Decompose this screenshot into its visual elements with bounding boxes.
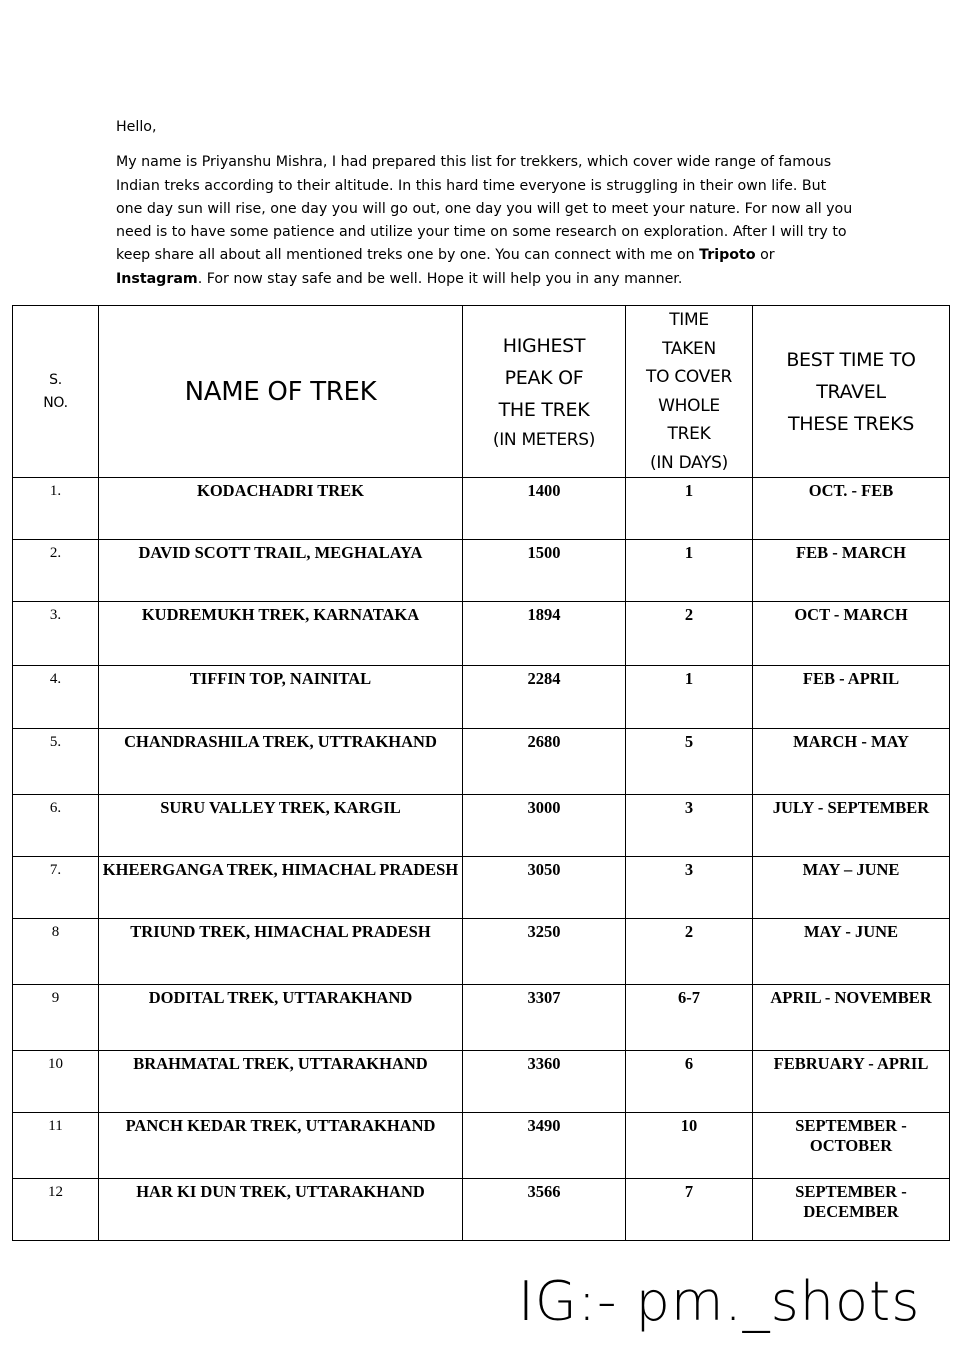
- table-row: [13, 666, 950, 729]
- cell-peak: 3490: [463, 1113, 626, 1179]
- cell-sno: 10: [13, 1051, 99, 1113]
- header-time: [626, 306, 753, 478]
- header-row: [13, 306, 950, 478]
- header-peak-unit: (IN METERS): [492, 429, 596, 450]
- cell-sno: 9: [13, 985, 99, 1051]
- cell-best-time: FEBRUARY - APRIL: [753, 1051, 950, 1113]
- cell-trek-name: KODACHADRI TREK: [99, 478, 463, 540]
- cell-peak: 1894: [463, 602, 626, 666]
- instagram-watermark: IG:- pm._shots: [518, 1270, 921, 1333]
- header-time-line2: TAKEN: [662, 338, 716, 359]
- header-peak-line1: HIGHEST: [502, 334, 586, 357]
- intro-end: . For now stay safe and be well. Hope it will help you in any manner.: [197, 270, 683, 287]
- cell-trek-name: DODITAL TREK, UTTARAKHAND: [99, 985, 463, 1051]
- header-time-line1: TIME: [669, 310, 709, 330]
- table-row: [13, 602, 950, 666]
- cell-best-time: FEB - APRIL: [753, 666, 950, 729]
- cell-peak: 3250: [463, 919, 626, 985]
- intro-paragraph: [116, 151, 856, 291]
- header-time-unit: (IN DAYS): [650, 452, 728, 473]
- cell-peak: 3566: [463, 1179, 626, 1241]
- cell-best-time: SEPTEMBER - OCTOBER: [753, 1113, 950, 1179]
- cell-days: 6: [626, 1051, 753, 1113]
- cell-sno: 6.: [13, 795, 99, 857]
- cell-peak: 3050: [463, 857, 626, 919]
- table-row: [13, 478, 950, 540]
- table-row: [13, 1179, 950, 1241]
- tripoto-mention: Tripoto: [699, 247, 756, 264]
- cell-sno: 7.: [13, 857, 99, 919]
- cell-days: 2: [626, 919, 753, 985]
- greeting: Hello,: [116, 119, 157, 135]
- cell-peak: 3360: [463, 1051, 626, 1113]
- intro-body: My name is Priyanshu Mishra, I had prepared this list for trekkers, which cover wide range of famous Indian treks according to their altitude. In this hard time everyone is struggling in their own life. But one day sun will rise, one day you will go out, one day you will get to meet your nature. For now all you need is to have some patience and utilize your time on some research on exploration. After I will try to keep share all about all mentioned treks one by one. You can connect with me on: [116, 154, 853, 264]
- cell-trek-name: BRAHMATAL TREK, UTTARAKHAND: [99, 1051, 463, 1113]
- cell-sno: 8: [13, 919, 99, 985]
- header-best-line3: THESE TREKS: [787, 412, 915, 435]
- header-peak-line3: THE TREK: [498, 398, 590, 421]
- cell-sno: 11: [13, 1113, 99, 1179]
- header-sno-line1: S.: [49, 371, 62, 388]
- cell-sno: 4.: [13, 666, 99, 729]
- cell-days: 1: [626, 478, 753, 540]
- table-row: [13, 919, 950, 985]
- header-best-line2: TRAVEL: [816, 380, 886, 403]
- cell-trek-name: TIFFIN TOP, NAINITAL: [99, 666, 463, 729]
- cell-best-time: OCT. - FEB: [753, 478, 950, 540]
- cell-trek-name: CHANDRASHILA TREK, UTTRAKHAND: [99, 729, 463, 795]
- header-time-line3: TO COVER: [646, 367, 732, 387]
- cell-days: 1: [626, 540, 753, 602]
- cell-sno: 5.: [13, 729, 99, 795]
- treks-table: [12, 305, 950, 1241]
- cell-peak: 1400: [463, 478, 626, 540]
- cell-best-time: OCT - MARCH: [753, 602, 950, 666]
- header-time-line5: TREK: [667, 424, 711, 444]
- cell-best-time: FEB - MARCH: [753, 540, 950, 602]
- cell-best-time: MARCH - MAY: [753, 729, 950, 795]
- table-row: [13, 1113, 950, 1179]
- intro-or: or: [755, 247, 775, 264]
- header-name: NAME OF TREK: [99, 306, 463, 478]
- cell-peak: 2284: [463, 666, 626, 729]
- cell-trek-name: SURU VALLEY TREK, KARGIL: [99, 795, 463, 857]
- header-best-time: [753, 306, 950, 478]
- cell-peak: 2680: [463, 729, 626, 795]
- cell-days: 6-7: [626, 985, 753, 1051]
- table-row: [13, 795, 950, 857]
- cell-days: 2: [626, 602, 753, 666]
- instagram-mention: Instagram: [116, 270, 198, 287]
- cell-peak: 3000: [463, 795, 626, 857]
- cell-best-time: SEPTEMBER - DECEMBER: [753, 1179, 950, 1241]
- cell-best-time: APRIL - NOVEMBER: [753, 985, 950, 1051]
- cell-trek-name: HAR KI DUN TREK, UTTARAKHAND: [99, 1179, 463, 1241]
- cell-trek-name: KHEERGANGA TREK, HIMACHAL PRADESH: [99, 857, 463, 919]
- table-row: [13, 1051, 950, 1113]
- cell-days: 7: [626, 1179, 753, 1241]
- cell-sno: 2.: [13, 540, 99, 602]
- cell-sno: 1.: [13, 478, 99, 540]
- intro-text: [116, 116, 856, 291]
- cell-best-time: MAY - JUNE: [753, 919, 950, 985]
- cell-best-time: JULY - SEPTEMBER: [753, 795, 950, 857]
- header-best-line1: BEST TIME TO: [786, 348, 916, 371]
- cell-days: 3: [626, 795, 753, 857]
- cell-days: 3: [626, 857, 753, 919]
- cell-trek-name: KUDREMUKH TREK, KARNATAKA: [99, 602, 463, 666]
- cell-days: 10: [626, 1113, 753, 1179]
- cell-days: 5: [626, 729, 753, 795]
- cell-trek-name: PANCH KEDAR TREK, UTTARAKHAND: [99, 1113, 463, 1179]
- cell-trek-name: DAVID SCOTT TRAIL, MEGHALAYA: [99, 540, 463, 602]
- table-row: [13, 985, 950, 1051]
- cell-sno: 3.: [13, 602, 99, 666]
- table-row: [13, 729, 950, 795]
- cell-sno: 12: [13, 1179, 99, 1241]
- header-peak-line2: PEAK OF: [504, 366, 584, 389]
- table-row: [13, 540, 950, 602]
- cell-trek-name: TRIUND TREK, HIMACHAL PRADESH: [99, 919, 463, 985]
- header-sno-line2: NO.: [43, 394, 68, 411]
- cell-days: 1: [626, 666, 753, 729]
- header-time-line4: WHOLE: [658, 395, 720, 416]
- table-row: [13, 857, 950, 919]
- cell-peak: 1500: [463, 540, 626, 602]
- cell-peak: 3307: [463, 985, 626, 1051]
- cell-best-time: MAY – JUNE: [753, 857, 950, 919]
- header-peak: [463, 306, 626, 478]
- header-sno: [13, 306, 99, 478]
